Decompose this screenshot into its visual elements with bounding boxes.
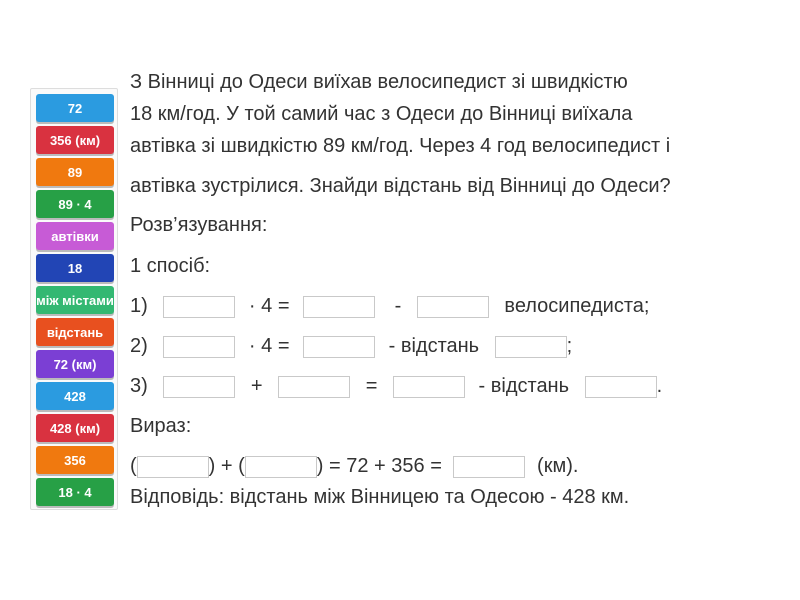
- blank-2-2[interactable]: [303, 336, 375, 358]
- blank-3-3[interactable]: [393, 376, 465, 398]
- step-3: [130, 374, 662, 398]
- solution-heading: Розв’язування:: [130, 214, 268, 236]
- blank-1-1[interactable]: [163, 296, 235, 318]
- answer-tile[interactable]: 356 (км): [36, 126, 114, 154]
- step-2-times: · 4 =: [248, 335, 290, 357]
- answer-tile[interactable]: 72 (км): [36, 350, 114, 378]
- step-1-times: · 4 =: [248, 295, 290, 317]
- answer-tile[interactable]: відстань: [36, 318, 114, 346]
- step-1: [130, 294, 649, 318]
- step-3-mid: - відстань: [478, 375, 570, 397]
- answer-tile[interactable]: автівки: [36, 222, 114, 250]
- method-label: 1 спосіб:: [130, 255, 211, 277]
- step-2-tail: ;: [566, 335, 573, 357]
- blank-1-2[interactable]: [303, 296, 375, 318]
- blank-expr-2[interactable]: [245, 456, 317, 478]
- expression-open: (: [130, 455, 137, 477]
- blank-3-4[interactable]: [585, 376, 657, 398]
- expression-middle: ) + (: [208, 455, 245, 477]
- answer-tile[interactable]: 72: [36, 94, 114, 122]
- answer-tile[interactable]: між містами: [36, 286, 114, 314]
- blank-expr-3[interactable]: [453, 456, 525, 478]
- step-1-minus: -: [394, 295, 402, 317]
- step-2-mid: - відстань: [388, 335, 480, 357]
- blank-2-3[interactable]: [495, 336, 567, 358]
- expression-unit: (км).: [537, 455, 579, 477]
- answer-tile[interactable]: 89: [36, 158, 114, 186]
- answer-tiles-tray: [30, 88, 118, 510]
- problem-line-3: автівка зі швидкістю 89 км/год. Через 4 год велосипедист і: [130, 135, 671, 157]
- blank-expr-1[interactable]: [137, 456, 209, 478]
- step-3-plus: +: [250, 375, 263, 397]
- step-3-equals: =: [365, 375, 378, 397]
- problem-line-1: З Вінниці до Одеси виїхав велосипедист зі швидкістю: [130, 71, 628, 93]
- step-1-tail: велосипедиста;: [504, 295, 650, 317]
- step-2: [130, 334, 572, 358]
- problem-line-4: автівка зустрілися. Знайди відстань від Вінниці до Одеси?: [130, 175, 671, 197]
- expression-result: ) = 72 + 356 =: [316, 455, 442, 477]
- problem-line-2: 18 км/год. У той самий час з Одеси до Вінниці виїхала: [130, 103, 633, 125]
- blank-2-1[interactable]: [163, 336, 235, 358]
- step-1-number: 1): [130, 295, 148, 317]
- blank-1-3[interactable]: [417, 296, 489, 318]
- step-2-number: 2): [130, 335, 148, 357]
- expression-heading: Вираз:: [130, 415, 192, 437]
- answer-tile[interactable]: 428 (км): [36, 414, 114, 442]
- answer-tile[interactable]: 18 · 4: [36, 478, 114, 506]
- blank-3-2[interactable]: [278, 376, 350, 398]
- answer-tile[interactable]: 18: [36, 254, 114, 282]
- step-3-tail: .: [656, 375, 663, 397]
- answer-line: Відповідь: відстань між Вінницею та Одесою - 428 км.: [130, 486, 630, 508]
- expression: [130, 454, 578, 478]
- step-3-number: 3): [130, 375, 148, 397]
- answer-tile[interactable]: 89 · 4: [36, 190, 114, 218]
- answer-tile[interactable]: 356: [36, 446, 114, 474]
- blank-3-1[interactable]: [163, 376, 235, 398]
- answer-tile[interactable]: 428: [36, 382, 114, 410]
